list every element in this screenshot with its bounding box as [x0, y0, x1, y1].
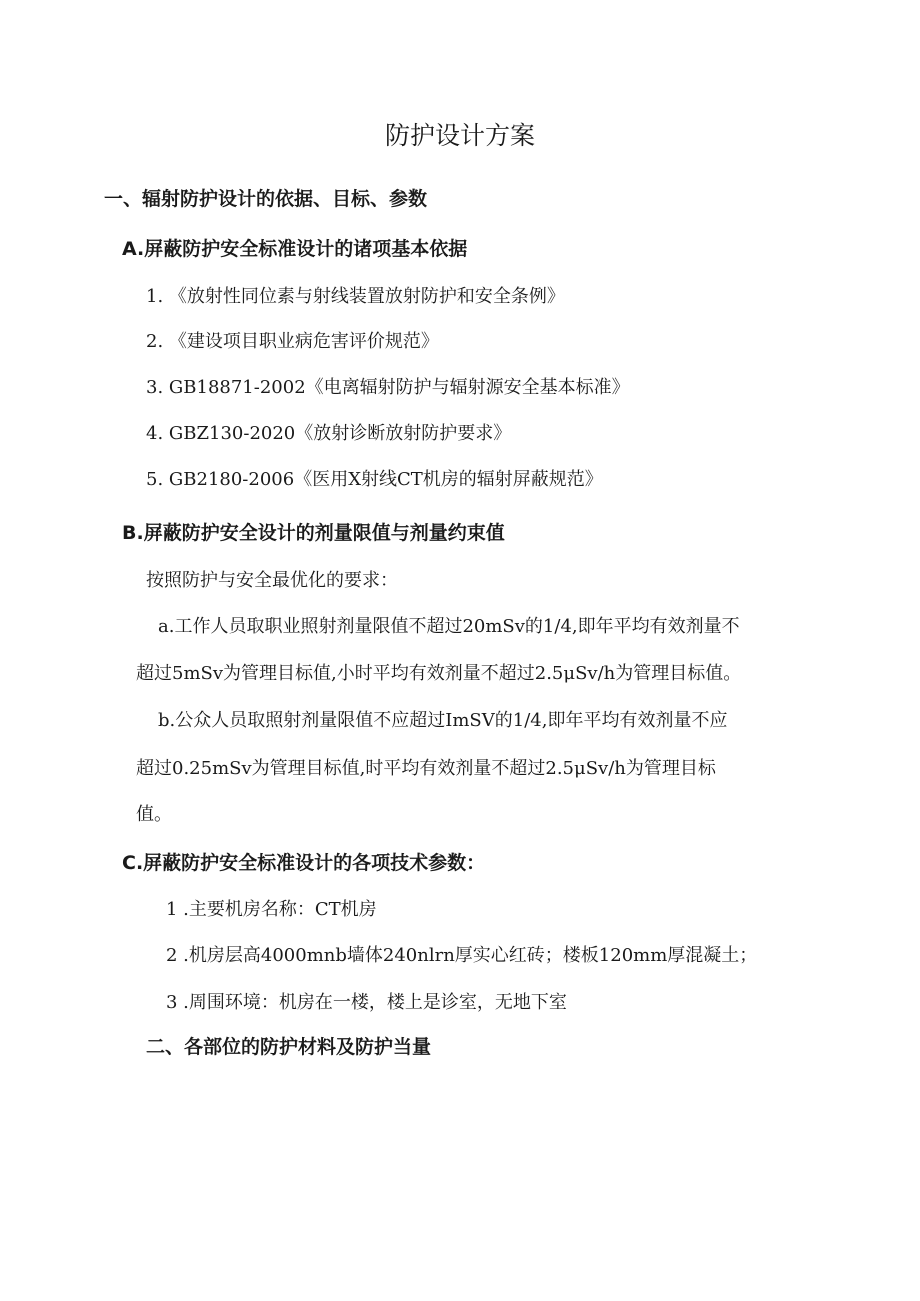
section-b-intro: 按照防护与安全最优化的要求： — [146, 570, 398, 591]
param-item-1: 1 .主要机房名称：CT机房 — [166, 899, 377, 920]
worker-limit-line-1: a.工作人员取职业照射剂量限值不超过20mSv的1/4,即年平均有效剂量不 — [158, 616, 740, 637]
public-limit-line-1: b.公众人员取照射剂量限值不应超过ImSV的1/4,即年平均有效剂量不应 — [158, 710, 728, 731]
param-item-2: 2 .机房层高4000mnb墙体240nlrn厚实心红砖；楼板120mm厚混凝土； — [166, 945, 758, 966]
basis-item-4: 4. GBZ130-2020《放射诊断放射防护要求》 — [146, 423, 512, 444]
section-1-heading: 一、辐射防护设计的依据、目标、参数 — [104, 188, 428, 210]
basis-item-5: 5. GB2180-2006《医用X射线CT机房的辐射屏蔽规范》 — [146, 469, 603, 490]
public-limit-line-3: 值。 — [136, 804, 172, 825]
section-a-heading: A.屏蔽防护安全标准设计的诸项基本依据 — [122, 238, 468, 260]
worker-limit-line-2: 超过5mSv为管理目标值,小时平均有效剂量不超过2.5μSv/h为管理目标值。 — [136, 663, 742, 684]
document-title: 防护设计方案 — [384, 121, 535, 150]
basis-item-2: 2. 《建设项目职业病危害评价规范》 — [146, 331, 439, 352]
public-limit-line-2: 超过0.25mSv为管理目标值,时平均有效剂量不超过2.5μSv/h为管理目标 — [136, 758, 716, 779]
section-c-heading: C.屏蔽防护安全标准设计的各项技术参数： — [122, 852, 486, 874]
section-b-heading: B.屏蔽防护安全设计的剂量限值与剂量约束值 — [122, 522, 505, 544]
basis-item-1: 1. 《放射性同位素与射线装置放射防护和安全条例》 — [146, 286, 565, 307]
basis-item-3: 3. GB18871-2002《电离辐射防护与辐射源安全基本标准》 — [146, 377, 630, 398]
param-item-3: 3 .周围环境：机房在一楼，楼上是诊室，无地下室 — [166, 992, 567, 1013]
section-2-heading: 二、各部位的防护材料及防护当量 — [146, 1036, 432, 1058]
